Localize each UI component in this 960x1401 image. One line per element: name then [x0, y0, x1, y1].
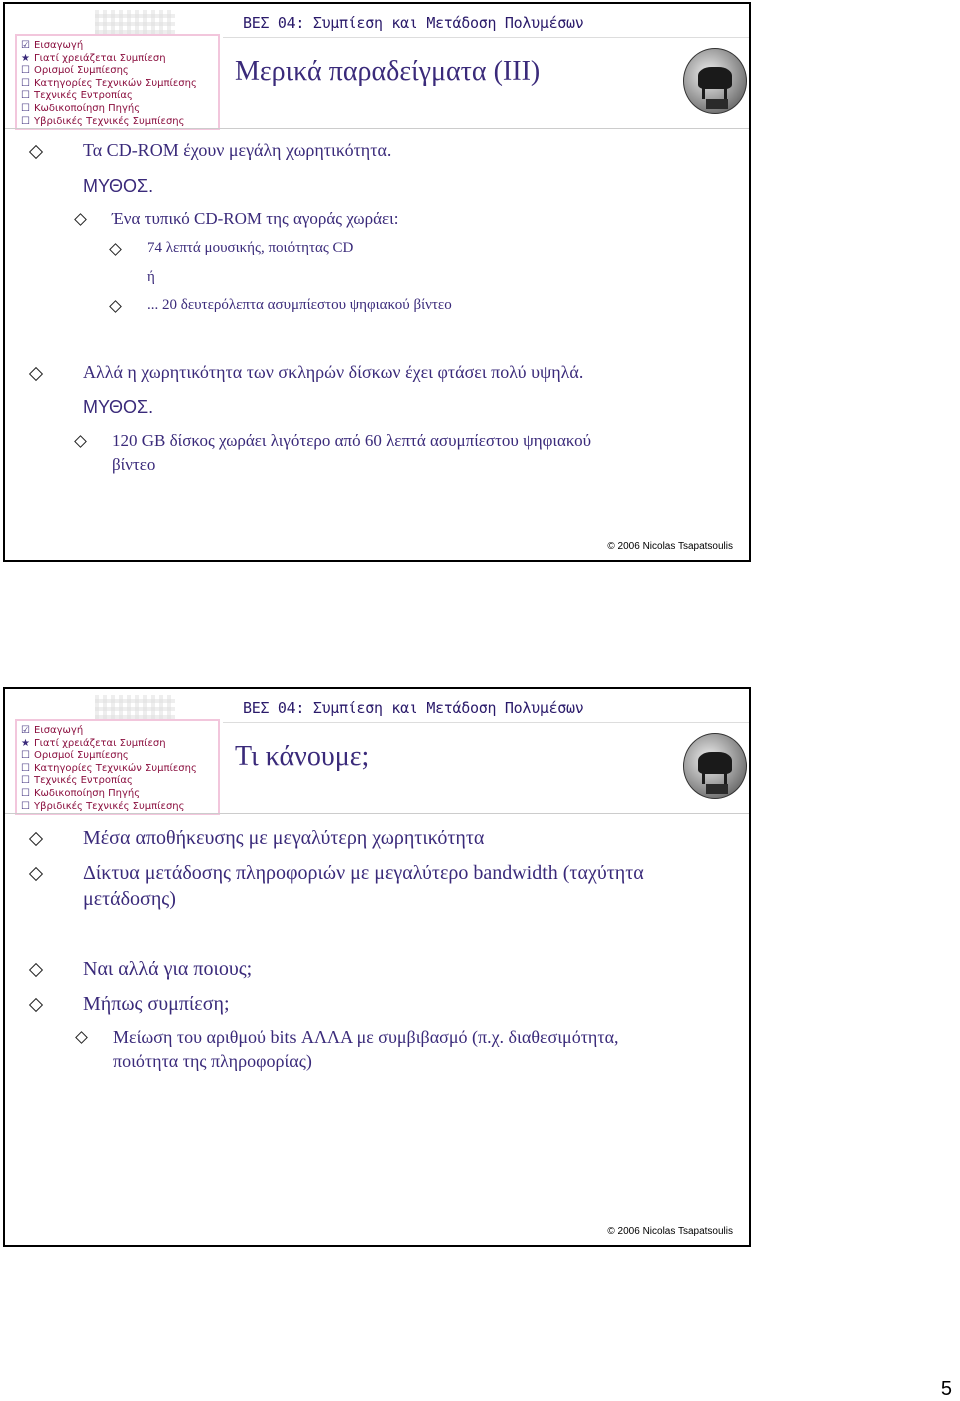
bullet-item: Ένα τυπικό CD-ROM της αγοράς χωράει: — [112, 209, 398, 229]
nav-item: ★ Γιατί χρειάζεται Συμπίεση — [21, 52, 166, 64]
slide-title: Μερικά παραδείγματα (ΙΙΙ) — [235, 56, 541, 87]
nav-item: ☐ Κωδικοποίηση Πηγής — [21, 102, 141, 114]
nav-item: ☐ Ορισμοί Συμπίεσης — [21, 65, 129, 77]
nav-item: ☐ Τεχνικές Εντροπίας — [21, 775, 133, 787]
bullet-item: Αλλά η χωρητικότητα των σκληρών δίσκων έχει φτάσει πολύ υψηλά. — [83, 362, 583, 383]
divider — [5, 128, 749, 129]
slide-title: Τι κάνουμε; — [235, 741, 370, 772]
course-title: ΒΕΣ 04: Συμπίεση και Μετάδοση Πολυμέσων — [243, 14, 584, 32]
course-title: ΒΕΣ 04: Συμπίεση και Μετάδοση Πολυμέσων — [243, 699, 584, 717]
nav-item: ☐ Κατηγορίες Τεχνικών Συμπίεσης — [21, 762, 197, 774]
bullet-item: Τα CD-ROM έχουν μεγάλη χωρητικότητα. — [83, 140, 391, 161]
nav-item: ☐ Υβριδικές Τεχνικές Συμπίεσης — [21, 115, 185, 127]
text-line: ποιότητα της πληροφορίας) — [113, 1051, 312, 1071]
diamond-bullet-icon — [29, 998, 43, 1012]
bullet-item: Μήπως συμπίεση; — [83, 993, 230, 1016]
coin-logo-icon — [683, 733, 747, 799]
diamond-bullet-icon — [74, 435, 87, 448]
nav-item: ☐ Ορισμοί Συμπίεσης — [21, 750, 129, 762]
page-number: 5 — [940, 1378, 952, 1400]
nav-item: ☐ Κωδικοποίηση Πηγής — [21, 787, 141, 799]
text-line: μετάδοσης) — [83, 888, 176, 910]
coin-logo-icon — [683, 48, 747, 114]
diamond-bullet-icon — [75, 1031, 88, 1044]
decorative-pattern — [95, 695, 175, 721]
divider — [223, 722, 749, 723]
copyright-footer: © 2006 Nicolas Tsapatsoulis — [607, 541, 733, 552]
diamond-bullet-icon — [29, 867, 43, 881]
diamond-bullet-icon — [74, 213, 87, 226]
divider — [223, 37, 749, 38]
bullet-item: Δίκτυα μετάδοσης πληροφοριών με μεγαλύτερο bandwidth (ταχύτητα — [83, 862, 644, 885]
topic-nav — [15, 719, 220, 815]
bullet-item: Μείωση του αριθμού bits ΑΛΛΑ με συμβιβασμό (π.χ. διαθεσιμότητα, — [113, 1027, 619, 1048]
slide-1 — [3, 2, 751, 562]
diamond-bullet-icon — [29, 832, 43, 846]
nav-item: ☑ Εισαγωγή — [21, 40, 84, 51]
myth-label: ΜΥΘΟΣ. — [83, 176, 154, 196]
divider — [5, 813, 749, 814]
diamond-bullet-icon — [29, 367, 43, 381]
slide-2 — [3, 687, 751, 1247]
diamond-bullet-icon — [29, 963, 43, 977]
bullet-item: 120 GB δίσκος χωράει λιγότερο από 60 λεπτά ασυμπίεστου ψηφιακού — [112, 431, 591, 451]
diamond-bullet-icon — [109, 300, 122, 313]
myth-label: ΜΥΘΟΣ. — [83, 397, 154, 417]
diamond-bullet-icon — [29, 145, 43, 159]
bullet-item: Μέσα αποθήκευσης με μεγαλύτερη χωρητικότητα — [83, 827, 484, 850]
copyright-footer: © 2006 Nicolas Tsapatsoulis — [607, 1226, 733, 1237]
nav-item: ☑ Εισαγωγή — [21, 725, 84, 736]
text-line: ή — [147, 269, 155, 285]
nav-item: ☐ Τεχνικές Εντροπίας — [21, 90, 133, 102]
bullet-item: Ναι αλλά για ποιους; — [83, 958, 252, 981]
nav-item: ★ Γιατί χρειάζεται Συμπίεση — [21, 737, 166, 749]
bullet-item: ... 20 δευτερόλεπτα ασυμπίεστου ψηφιακού βίντεο — [147, 297, 452, 314]
bullet-item: 74 λεπτά μουσικής, ποιότητας CD — [147, 240, 353, 257]
decorative-pattern — [95, 10, 175, 36]
topic-nav — [15, 34, 220, 130]
diamond-bullet-icon — [109, 243, 122, 256]
text-line: βίντεο — [112, 455, 156, 474]
nav-item: ☐ Κατηγορίες Τεχνικών Συμπίεσης — [21, 77, 197, 89]
nav-item: ☐ Υβριδικές Τεχνικές Συμπίεσης — [21, 800, 185, 812]
